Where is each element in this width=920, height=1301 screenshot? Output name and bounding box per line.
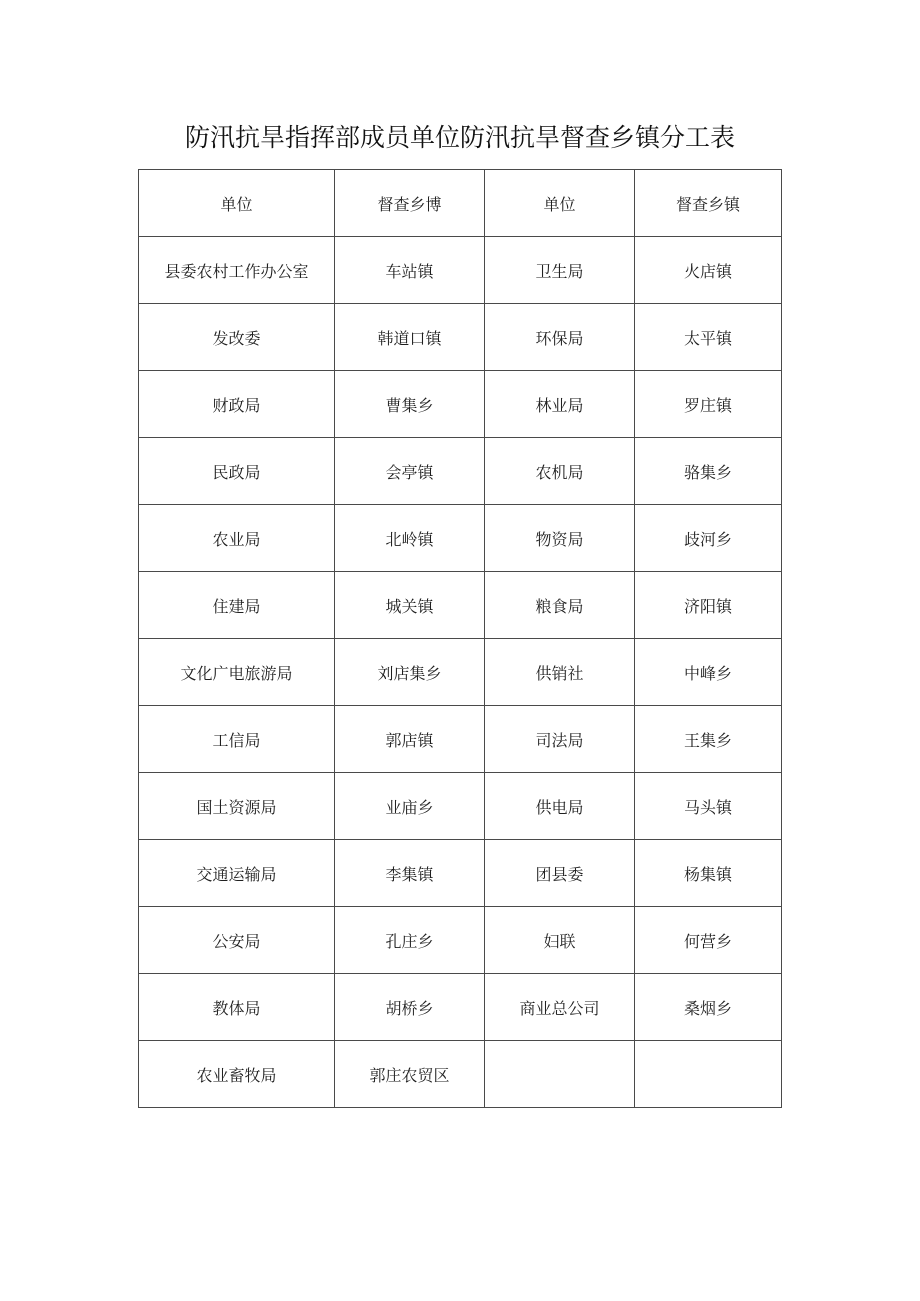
unit-cell: 农机局 (485, 438, 635, 505)
unit-cell: 县委农村工作办公室 (139, 237, 335, 304)
town-cell: 韩道口镇 (335, 304, 485, 371)
town-cell: 马头镇 (635, 773, 782, 840)
town-cell: 刘店集乡 (335, 639, 485, 706)
page-title: 防汛抗旱指挥部成员单位防汛抗旱督查乡镇分工表 (184, 123, 735, 152)
header-unit-1: 单位 (139, 170, 335, 237)
unit-cell: 公安局 (139, 907, 335, 974)
town-cell: 城关镇 (335, 572, 485, 639)
unit-cell: 商业总公司 (485, 974, 635, 1041)
town-cell: 会亭镇 (335, 438, 485, 505)
town-cell: 曹集乡 (335, 371, 485, 438)
town-cell: 歧河乡 (635, 505, 782, 572)
unit-cell: 国土资源局 (139, 773, 335, 840)
town-cell: 北岭镇 (335, 505, 485, 572)
town-cell: 中峰乡 (635, 639, 782, 706)
header-unit-2: 单位 (485, 170, 635, 237)
unit-cell: 供电局 (485, 773, 635, 840)
town-cell: 李集镇 (335, 840, 485, 907)
assignment-table (138, 169, 782, 1108)
town-cell: 业庙乡 (335, 773, 485, 840)
unit-cell: 林业局 (485, 371, 635, 438)
header-town-1: 督查乡博 (335, 170, 485, 237)
unit-cell: 妇联 (485, 907, 635, 974)
town-cell: 王集乡 (635, 706, 782, 773)
unit-cell: 供销社 (485, 639, 635, 706)
table-row (139, 304, 782, 371)
town-cell: 罗庄镇 (635, 371, 782, 438)
unit-cell: 物资局 (485, 505, 635, 572)
unit-cell: 卫生局 (485, 237, 635, 304)
unit-cell: 交通运输局 (139, 840, 335, 907)
town-cell: 何营乡 (635, 907, 782, 974)
unit-cell: 发改委 (139, 304, 335, 371)
table-row (139, 773, 782, 840)
unit-cell: 环保局 (485, 304, 635, 371)
header-town-2: 督查乡镇 (635, 170, 782, 237)
table-row (139, 639, 782, 706)
table-row (139, 505, 782, 572)
table-row (139, 706, 782, 773)
table-row (139, 438, 782, 505)
unit-cell: 农业畜牧局 (139, 1041, 335, 1108)
table-row (139, 371, 782, 438)
unit-cell: 教体局 (139, 974, 335, 1041)
unit-cell (485, 1041, 635, 1108)
town-cell: 桑烟乡 (635, 974, 782, 1041)
town-cell: 郭店镇 (335, 706, 485, 773)
town-cell: 济阳镇 (635, 572, 782, 639)
unit-cell: 工信局 (139, 706, 335, 773)
table-row (139, 237, 782, 304)
unit-cell: 文化广电旅游局 (139, 639, 335, 706)
unit-cell: 司法局 (485, 706, 635, 773)
town-cell: 骆集乡 (635, 438, 782, 505)
town-cell: 孔庄乡 (335, 907, 485, 974)
town-cell: 太平镇 (635, 304, 782, 371)
unit-cell: 农业局 (139, 505, 335, 572)
unit-cell: 财政局 (139, 371, 335, 438)
table-row (139, 974, 782, 1041)
town-cell: 郭庄农贸区 (335, 1041, 485, 1108)
town-cell (635, 1041, 782, 1108)
unit-cell: 民政局 (139, 438, 335, 505)
table-row (139, 907, 782, 974)
unit-cell: 团县委 (485, 840, 635, 907)
town-cell: 火店镇 (635, 237, 782, 304)
table-row (139, 1041, 782, 1108)
unit-cell: 粮食局 (485, 572, 635, 639)
town-cell: 胡桥乡 (335, 974, 485, 1041)
unit-cell: 住建局 (139, 572, 335, 639)
table-header-row (139, 170, 782, 237)
table-row (139, 840, 782, 907)
town-cell: 车站镇 (335, 237, 485, 304)
town-cell: 杨集镇 (635, 840, 782, 907)
table-row (139, 572, 782, 639)
